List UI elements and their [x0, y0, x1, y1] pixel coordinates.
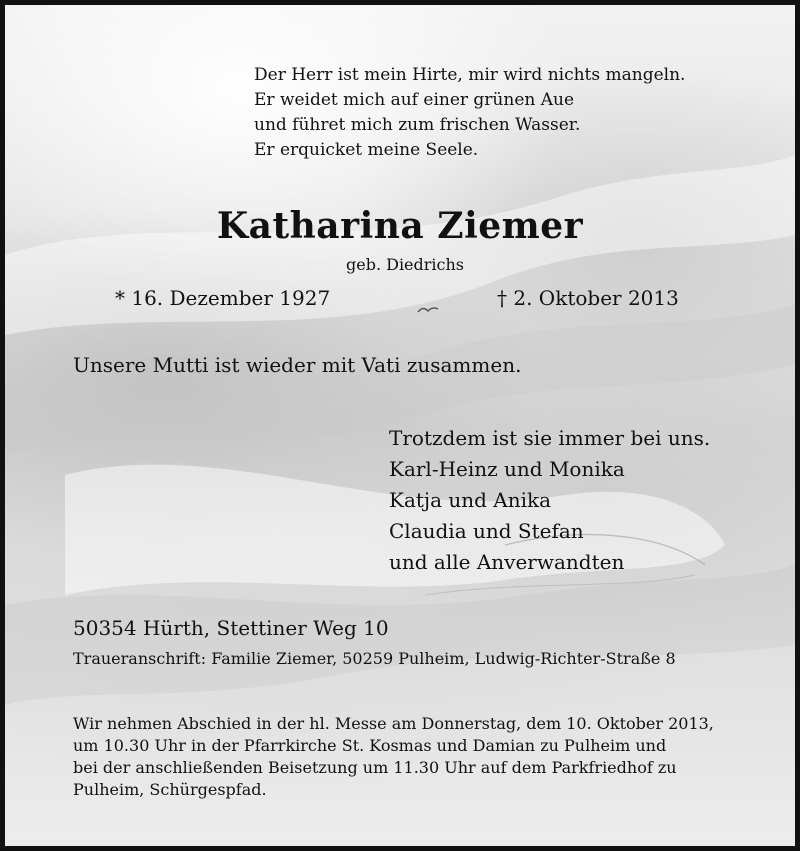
psalm-verse: [254, 63, 685, 163]
bird-icon: [417, 305, 439, 315]
psalm-line: und führet mich zum frischen Wasser.: [254, 115, 581, 135]
family-line: Trotzdem ist sie immer bei uns.: [389, 426, 711, 450]
family-line: Claudia und Stefan: [389, 519, 584, 543]
birth-name: geb. Diedrichs: [345, 255, 465, 274]
funeral-line: Pulheim, Schürgespfad.: [73, 780, 267, 799]
memorial-message: Unsere Mutti ist wieder mit Vati zusammen.: [73, 353, 522, 377]
funeral-line: bei der anschließenden Beisetzung um 11.30 Uhr auf dem Parkfriedhof zu: [73, 758, 677, 777]
birth-date: * 16. Dezember 1927: [115, 286, 331, 310]
death-date: † 2. Oktober 2013: [497, 286, 679, 310]
family-line: und alle Anverwandten: [389, 550, 625, 574]
funeral-details: [73, 713, 714, 801]
funeral-line: Wir nehmen Abschied in der hl. Messe am Donnerstag, dem 10. Oktober 2013,: [73, 714, 714, 733]
mourning-address: Traueranschrift: Familie Ziemer, 50259 Pulheim, Ludwig-Richter-Straße 8: [73, 649, 676, 668]
deceased-name: Katharina Ziemer: [216, 205, 584, 247]
home-address: 50354 Hürth, Stettiner Weg 10: [73, 616, 389, 640]
psalm-line: Er erquicket meine Seele.: [254, 140, 479, 160]
family-line: Katja und Anika: [389, 488, 552, 512]
funeral-line: um 10.30 Uhr in der Pfarrkirche St. Kosmas und Damian zu Pulheim und: [73, 736, 667, 755]
family-line: Karl-Heinz und Monika: [389, 457, 625, 481]
family-signature: [389, 423, 710, 578]
psalm-line: Er weidet mich auf einer grünen Aue: [254, 90, 575, 110]
psalm-line: Der Herr ist mein Hirte, mir wird nichts mangeln.: [254, 65, 686, 85]
